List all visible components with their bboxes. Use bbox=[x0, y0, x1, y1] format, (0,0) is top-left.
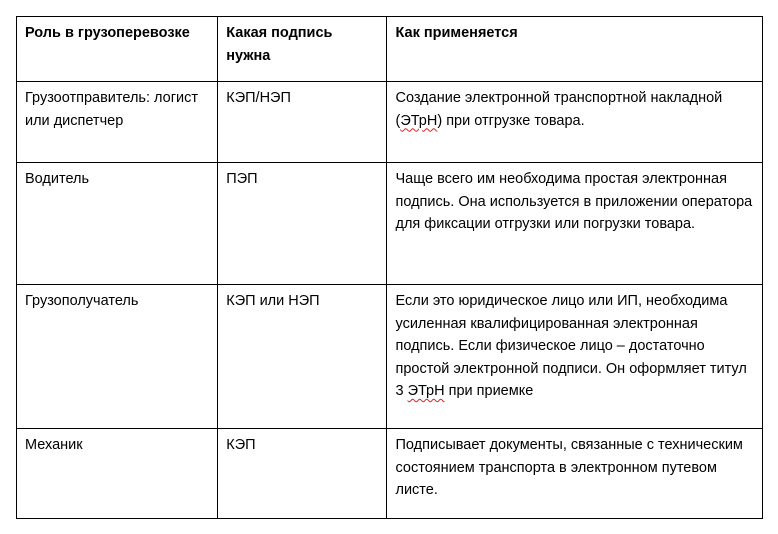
roles-signature-table bbox=[16, 16, 763, 519]
cell-role: Грузополучатель bbox=[17, 285, 218, 429]
header-role: Роль в грузоперевозке bbox=[17, 17, 218, 82]
table-row bbox=[17, 429, 763, 519]
usage-text: Если это юридическое лицо или ИП, необходима усиленная квалифицированная электронная подпись. Если физическое лицо – достаточно простой электронной подписи. Он оформляет титул 3 bbox=[395, 293, 747, 399]
cell-role: Водитель bbox=[17, 163, 218, 285]
header-signature: Какая подпись нужна bbox=[218, 17, 387, 82]
spellcheck-word: ЭТрН bbox=[400, 112, 438, 129]
cell-signature: КЭП/НЭП bbox=[218, 82, 387, 163]
cell-signature: КЭП bbox=[218, 429, 387, 519]
cell-usage: Чаще всего им необходима простая электронная подпись. Она используется в приложении оператора для фиксации отгрузки или погрузки товара. bbox=[387, 163, 763, 285]
usage-text: Создание электронной транспортной накладной ( bbox=[395, 90, 723, 129]
cell-usage bbox=[387, 82, 763, 163]
cell-role: Грузоотправитель: логист или диспетчер bbox=[17, 82, 218, 163]
spellcheck-word: ЭТрН bbox=[407, 383, 445, 399]
header-row bbox=[17, 17, 763, 82]
usage-text: ) при отгрузке товара. bbox=[437, 112, 585, 129]
cell-signature: ПЭП bbox=[218, 163, 387, 285]
table-row bbox=[17, 82, 763, 163]
cell-usage bbox=[387, 285, 763, 429]
cell-signature: КЭП или НЭП bbox=[218, 285, 387, 429]
usage-text: при приемке bbox=[444, 383, 534, 399]
table-row bbox=[17, 163, 763, 285]
cell-role: Механик bbox=[17, 429, 218, 519]
cell-usage: Подписывает документы, связанные с техническим состоянием транспорта в электронном путевом листе. bbox=[387, 429, 763, 519]
table-row bbox=[17, 285, 763, 429]
header-usage: Как применяется bbox=[387, 17, 763, 82]
